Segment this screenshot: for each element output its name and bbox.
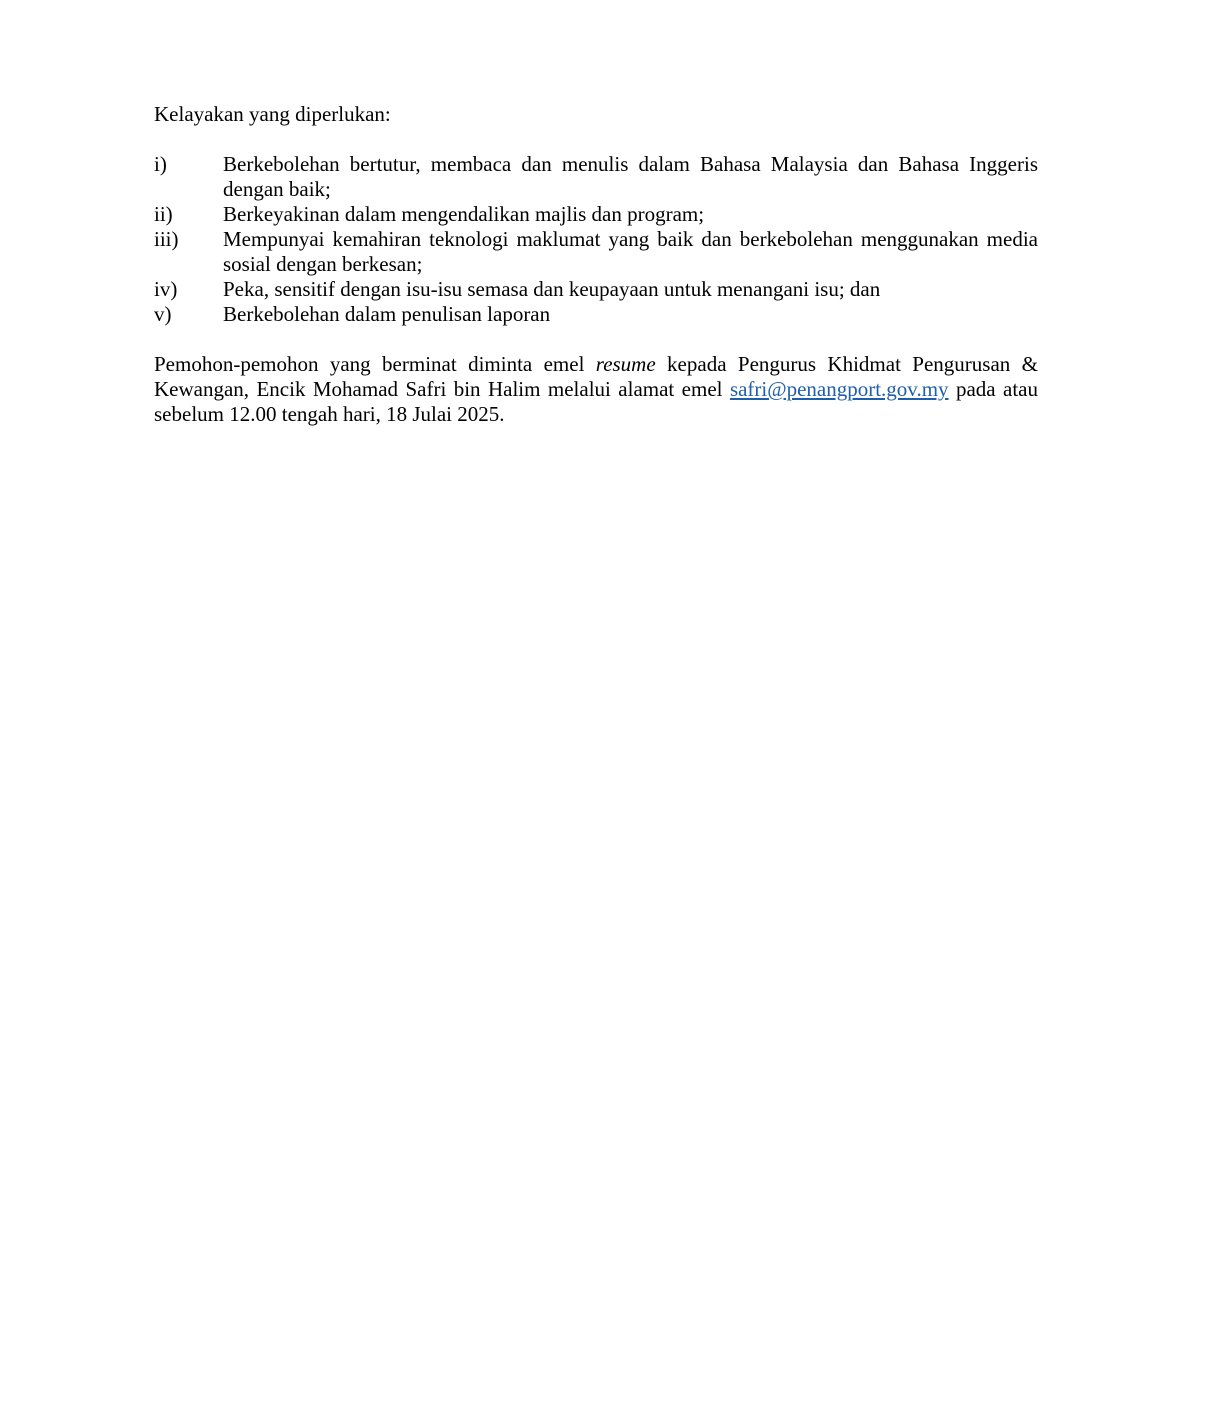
qualifications-heading: Kelayakan yang diperlukan:	[154, 102, 391, 126]
list-item-number: i)	[154, 152, 167, 176]
application-text-before: Pemohon-pemohon yang berminat diminta emel	[154, 352, 596, 376]
list-item	[154, 302, 1038, 327]
application-text-middle: kepada Pengurus Khidmat Pengurusan & Kewangan, Encik Mohamad Safri bin Halim melalui alamat emel	[154, 352, 1038, 401]
application-paragraph	[154, 352, 1038, 427]
list-item-text: Berkebolehan dalam penulisan laporan	[223, 302, 551, 326]
list-item-number: iv)	[154, 277, 178, 301]
resume-italic-word: resume	[595, 352, 656, 376]
list-item-text: Mempunyai kemahiran teknologi maklumat yang baik dan berkebolehan menggunakan media sosial dengan berkesan;	[223, 227, 1038, 276]
document-content	[154, 102, 1038, 427]
list-item	[154, 227, 1038, 277]
list-item	[154, 152, 1038, 202]
email-link[interactable]: safri@penangport.gov.my	[729, 377, 949, 401]
requirements-list	[154, 152, 1038, 327]
list-item	[154, 277, 1038, 302]
list-item-text: Peka, sensitif dengan isu-isu semasa dan keupayaan untuk menangani isu; dan	[223, 277, 881, 301]
list-item-number: ii)	[154, 202, 173, 226]
list-item-text: Berkebolehan bertutur, membaca dan menulis dalam Bahasa Malaysia dan Bahasa Inggeris dengan baik;	[223, 152, 1038, 201]
list-item-number: v)	[154, 302, 172, 326]
list-item-number: iii)	[154, 227, 179, 251]
list-item-text: Berkeyakinan dalam mengendalikan majlis dan program;	[223, 202, 705, 226]
list-item	[154, 202, 1038, 227]
application-text-after: pada atau sebelum 12.00 tengah hari, 18 Julai 2025.	[154, 377, 1039, 426]
